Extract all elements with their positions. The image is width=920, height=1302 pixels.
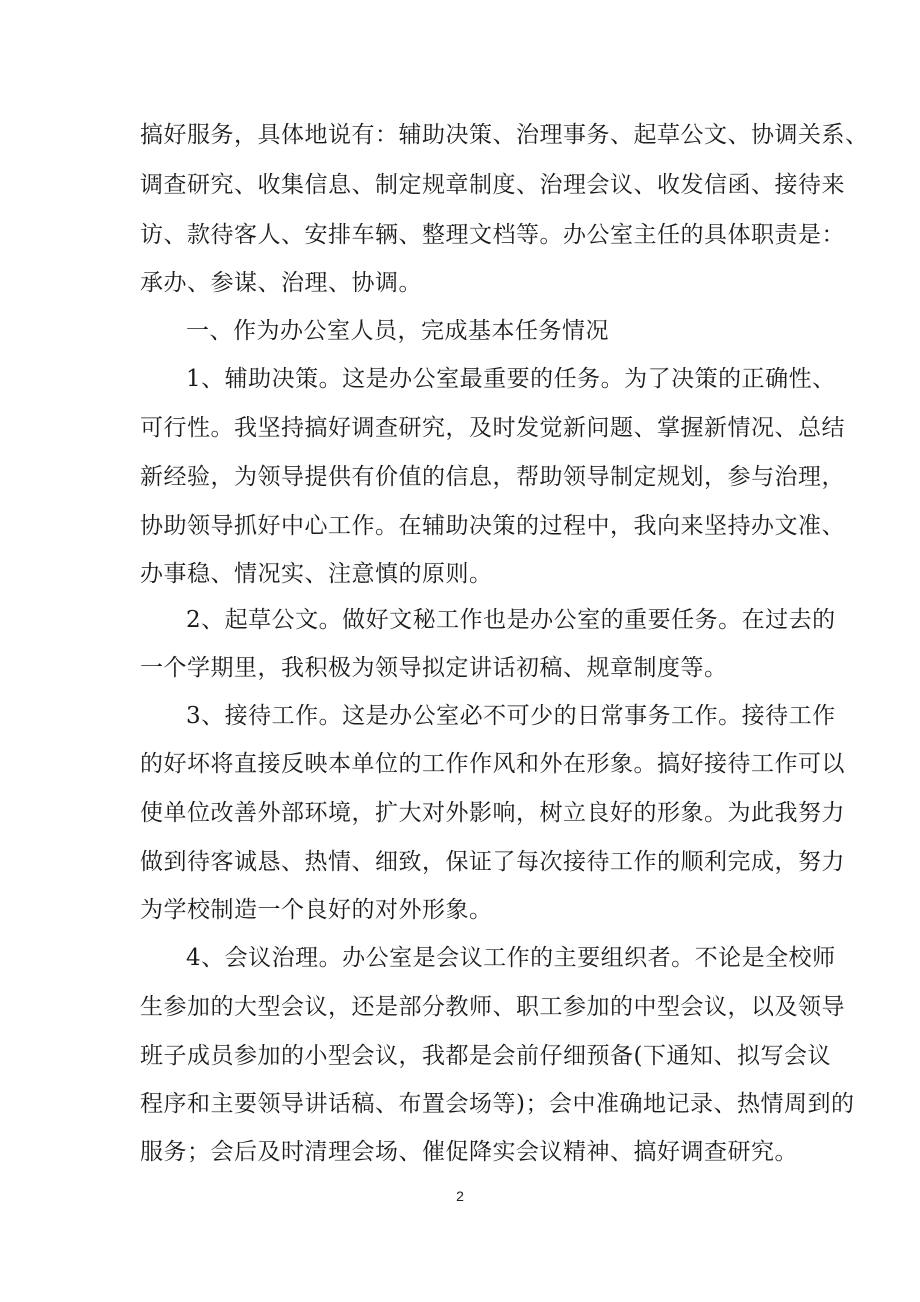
text-line: 一个学期里，我积极为领导拟定讲话初稿、规章制度等。 bbox=[140, 655, 728, 681]
text-line: 4、会议治理。办公室是会议工作的主要组织者。不论是全校师 bbox=[186, 945, 836, 971]
text-line: 服务；会后及时清理会场、催促降实会议精神、搞好调查研究。 bbox=[140, 1139, 798, 1165]
text-line: 调查研究、收集信息、制定规章制度、治理会议、收发信函、接待来 bbox=[140, 172, 845, 198]
text-line: 1、辅助决策。这是办公室最重要的任务。为了决策的正确性、 bbox=[186, 366, 836, 392]
text-line: 新经验，为领导提供有价值的信息，帮助领导制定规划，参与治理， bbox=[140, 464, 845, 490]
text-line: 为学校制造一个良好的对外形象。 bbox=[140, 897, 493, 923]
text-line: 班子成员参加的小型会议，我都是会前仔细预备(下通知、拟写会议 bbox=[140, 1043, 831, 1069]
text-line: 生参加的大型会议，还是部分教师、职工参加的中型会议，以及领导 bbox=[140, 994, 845, 1020]
text-line: 访、款待客人、安排车辆、整理文档等。办公室主任的具体职责是： bbox=[140, 222, 845, 248]
text-line: 协助领导抓好中心工作。在辅助决策的过程中，我向来坚持办文准、 bbox=[140, 513, 845, 539]
text-line: 可行性。我坚持搞好调查研究，及时发觉新问题、掌握新情况、总结 bbox=[140, 415, 845, 441]
text-line: 3、接待工作。这是办公室必不可少的日常事务工作。接待工作 bbox=[186, 703, 836, 729]
section-heading: 一、作为办公室人员，完成基本任务情况 bbox=[186, 318, 609, 344]
text-line: 程序和主要领导讲话稿、布置会场等)；会中准确地记录、热情周到的 bbox=[140, 1091, 855, 1117]
text-line: 搞好服务，具体地说有：辅助决策、治理事务、起草公文、协调关系、 bbox=[140, 122, 869, 148]
text-line: 使单位改善外部环境，扩大对外影响，树立良好的形象。为此我努力 bbox=[140, 800, 845, 826]
page-number: 2 bbox=[456, 1188, 464, 1204]
text-line: 办事稳、情况实、注意慎的原则。 bbox=[140, 561, 493, 587]
text-line: 2、起草公文。做好文秘工作也是办公室的重要任务。在过去的 bbox=[186, 607, 836, 633]
text-line: 的好坏将直接反映本单位的工作作风和外在形象。搞好接待工作可以 bbox=[140, 751, 845, 777]
text-line: 承办、参谋、治理、协调。 bbox=[140, 270, 422, 296]
text-line: 做到待客诚恳、热情、细致，保证了每次接待工作的顺利完成，努力 bbox=[140, 849, 845, 875]
